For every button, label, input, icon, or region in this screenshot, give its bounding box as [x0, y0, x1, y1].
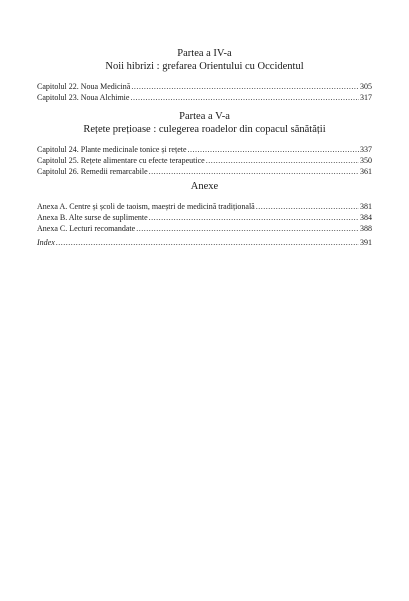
dot-leader: [256, 201, 359, 212]
toc-entry-label: Anexa B. Alte surse de suplimente: [37, 213, 148, 222]
toc-entry-page: 337: [360, 145, 372, 154]
annexes-title: Anexe: [190, 181, 219, 192]
part-5-title: Partea a V-a: [179, 111, 230, 122]
toc-entry-label: Capitolul 26. Remedii remarcabile: [37, 167, 148, 176]
toc-entry-annex-c: [37, 223, 372, 234]
annexes-toc: [37, 201, 372, 234]
toc-entry-page: 305: [360, 82, 372, 91]
toc-entry-label: Anexa C. Lecturi recomandate: [37, 224, 136, 233]
toc-entry-label: Index: [37, 238, 55, 247]
part-4-subtitle: Noii hibrizi : grefarea Orientului cu Occidentul: [105, 61, 304, 72]
toc-entry-annex-b: [37, 212, 372, 223]
toc-entry-page: 391: [360, 238, 372, 247]
toc-entry-page: 317: [360, 93, 372, 102]
toc-entry-annex-a: [37, 201, 372, 212]
dot-leader: [149, 212, 359, 223]
dot-leader: [149, 166, 359, 177]
index-section: [37, 237, 372, 248]
toc-entry-page: 388: [360, 224, 372, 233]
part-5-subtitle: Rețete prețioase : culegerea roadelor din copacul sănătății: [83, 124, 326, 135]
annexes-section: [37, 180, 372, 234]
part-5-section: [37, 110, 372, 177]
dot-leader: [136, 223, 359, 234]
part-4-toc: [37, 81, 372, 103]
toc-entry-label: Capitolul 23. Noua Alchimie: [37, 93, 130, 102]
part-5-toc: [37, 144, 372, 177]
toc-entry-index: [37, 237, 372, 248]
toc-entry-label: Capitolul 24. Plante medicinale tonice și rețete: [37, 145, 187, 154]
dot-leader: [188, 144, 359, 155]
toc-entry-label: Anexa A. Centre și școli de taoism, maeștri de medicină tradițională: [37, 202, 255, 211]
toc-entry-page: 384: [360, 213, 372, 222]
toc-entry-label: Capitolul 25. Rețete alimentare cu efecte terapeutice: [37, 156, 205, 165]
dot-leader: [56, 237, 359, 248]
toc-entry-chapter-24: [37, 144, 372, 155]
dot-leader: [130, 92, 359, 103]
dot-leader: [131, 81, 359, 92]
toc-entry-chapter-23: [37, 92, 372, 103]
part-4-title: Partea a IV-a: [177, 48, 232, 59]
dot-leader: [206, 155, 359, 166]
toc-entry-page: 381: [360, 202, 372, 211]
toc-entry-chapter-26: [37, 166, 372, 177]
toc-entry-chapter-25: [37, 155, 372, 166]
part-4-section: [37, 47, 372, 103]
toc-entry-page: 350: [360, 156, 372, 165]
toc-entry-page: 361: [360, 167, 372, 176]
toc-entry-chapter-22: [37, 81, 372, 92]
toc-entry-label: Capitolul 22. Noua Medicină: [37, 82, 131, 91]
